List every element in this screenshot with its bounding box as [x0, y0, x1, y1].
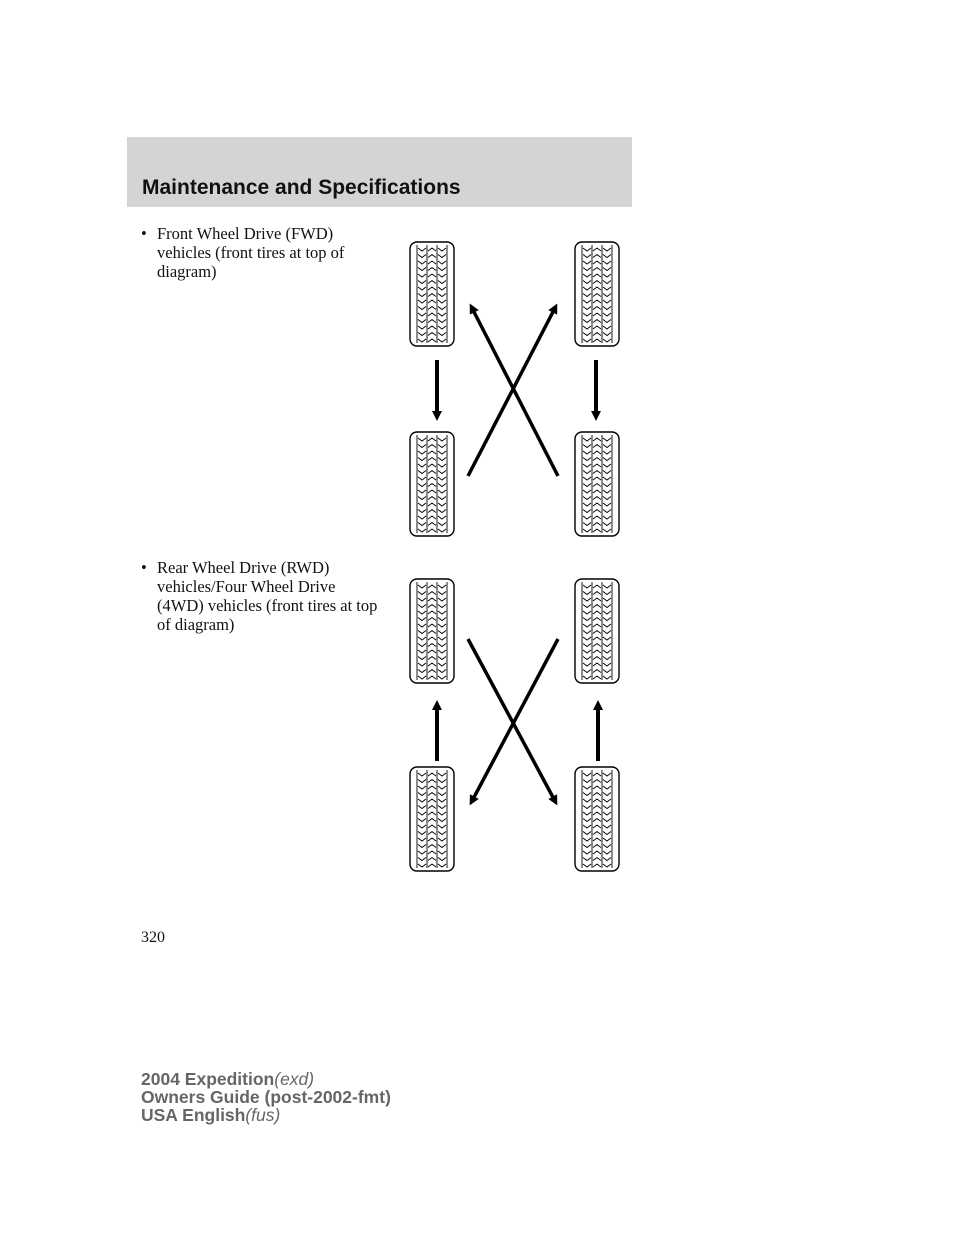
rwd-4wd-bullet-item — [141, 558, 381, 634]
arrow-rear-right-to-front-left — [472, 308, 558, 476]
document-footer — [141, 1070, 391, 1124]
footer-model-code: (exd) — [274, 1069, 315, 1089]
tire-front-left — [410, 242, 454, 346]
tire-rear-left — [410, 767, 454, 871]
bullet-glyph: • — [141, 224, 147, 243]
footer-model: 2004 Expedition — [141, 1069, 275, 1089]
fwd-tire-rotation-diagram — [380, 236, 640, 542]
arrow-rear-left-to-front-right — [468, 308, 555, 476]
tire-front-right — [575, 242, 619, 346]
tire-rear-right — [575, 432, 619, 536]
arrow-front-right-to-rear-left — [472, 639, 558, 801]
fwd-bullet-text: Front Wheel Drive (FWD) vehicles (front tires at top of diagram) — [157, 224, 345, 281]
tire-front-right — [575, 579, 619, 683]
rwd-4wd-tire-rotation-diagram — [380, 573, 640, 879]
tire-front-left — [410, 579, 454, 683]
page-title: Maintenance and Specifications — [142, 176, 461, 199]
tire-rear-right — [575, 767, 619, 871]
page-number: 320 — [141, 929, 165, 946]
rwd-4wd-bullet-text: Rear Wheel Drive (RWD) vehicles/Four Wheel Drive (4WD) vehicles (front tires at top of diagram) — [157, 558, 378, 634]
tire-rear-left — [410, 432, 454, 536]
arrow-front-left-to-rear-right — [468, 639, 555, 801]
footer-language: USA English — [141, 1105, 246, 1125]
footer-language-code: (fus) — [245, 1105, 281, 1125]
fwd-bullet-item — [141, 224, 381, 281]
footer-guide: Owners Guide (post-2002-fmt) — [141, 1087, 391, 1107]
bullet-glyph: • — [141, 558, 147, 577]
